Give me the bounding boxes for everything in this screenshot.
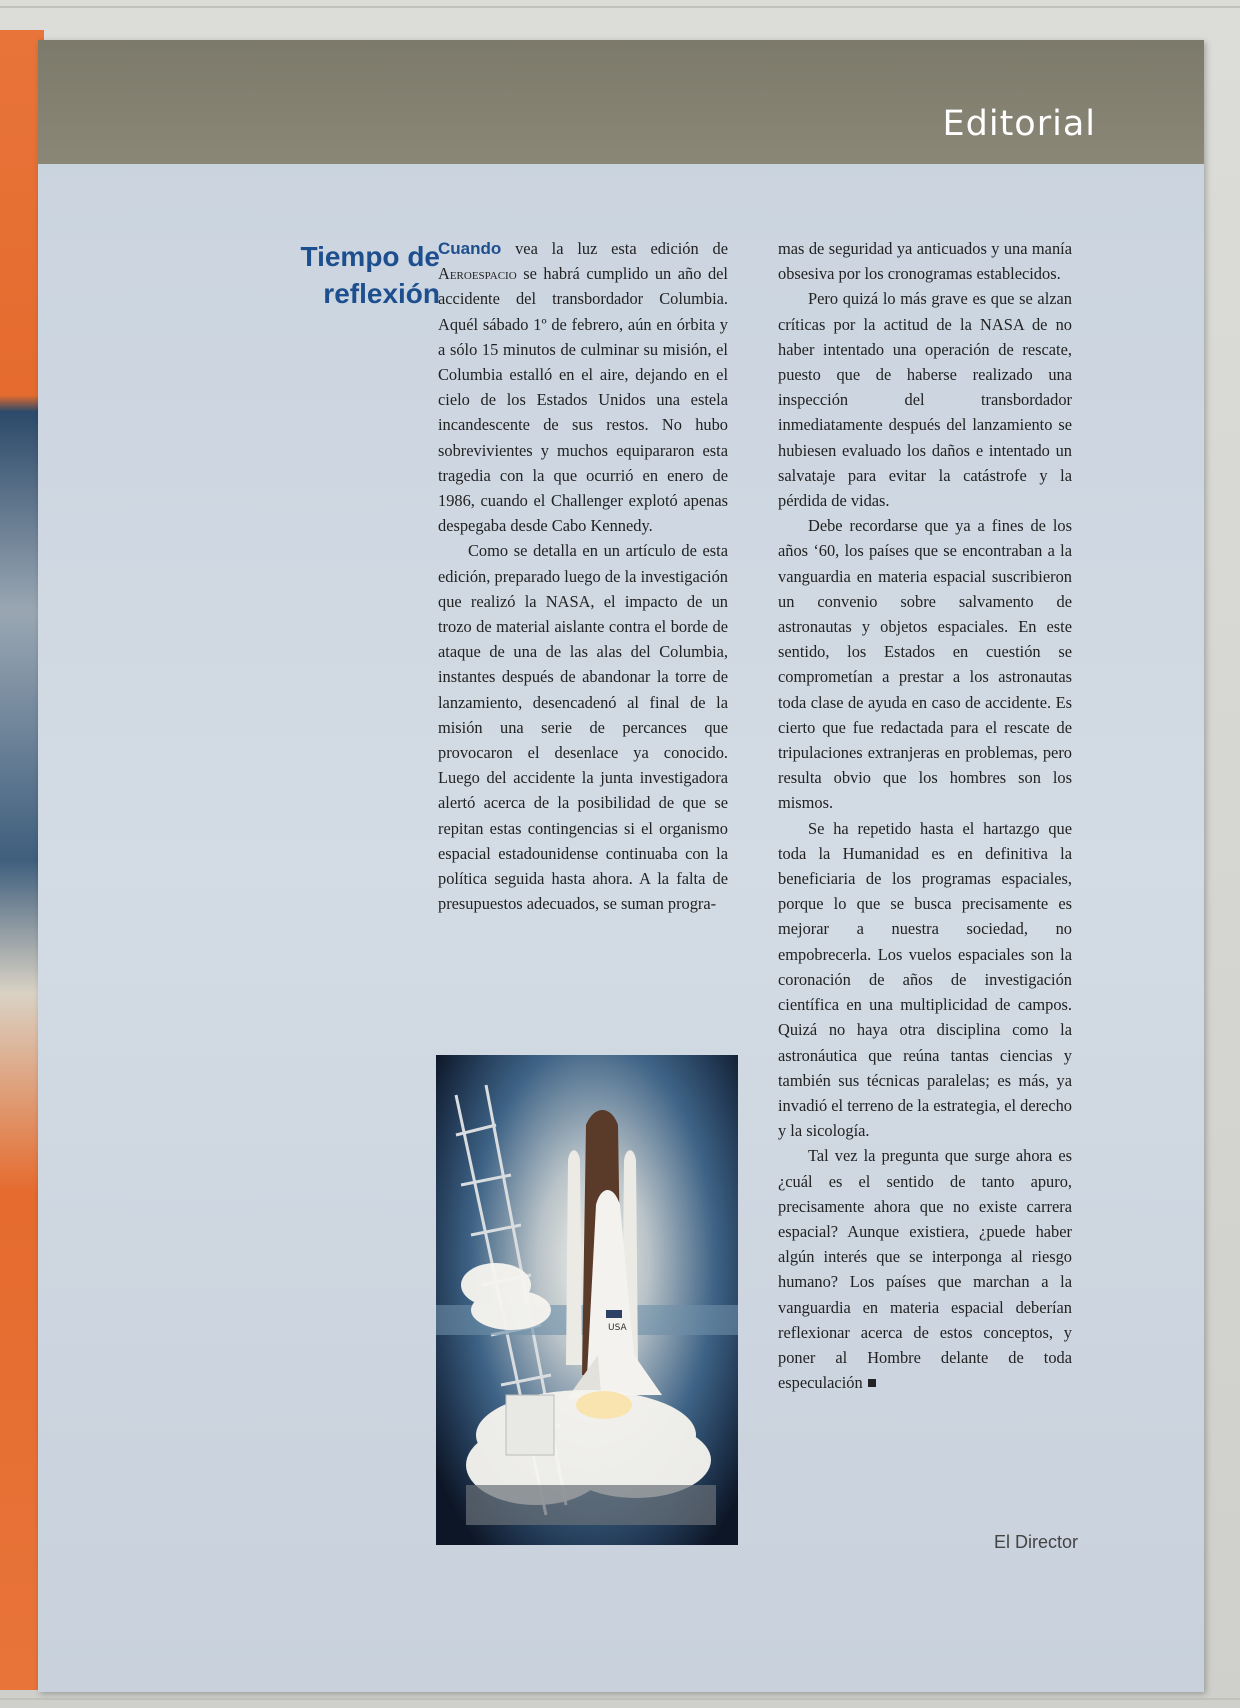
paragraph-text: Tal vez la pregunta que surge ahora es ¿cuál es el sentido de tanto apuro, precisamente ahora que no existe carrera espacial? Aunque existiera, ¿puede haber algún interés que se interponga al riesgo humano? Los países que marchan a la vanguardia en materia espacial deberían reflexionar acerca de estos conceptos, y poner al Hombre delante de toda especulación xyxy=(778,1146,1072,1393)
end-of-article-mark xyxy=(868,1379,876,1387)
paragraph: Se ha repetido hasta el hartazgo que toda la Humanidad es en definitiva la beneficiaria de los programas espaciales, porque lo que se busca precisamente es mejorar a nuestra sociedad, no empobrecerla. Los vuelos espaciales son la coronación de años de investigación científica en una multiplicidad de campos. Quizá no haya otra disciplina como la astronáutica que reúna tantas ciencias y también sus técnicas paralelas; es más, ya invadió el terreno de la estrategia, el derecho y la sicología. xyxy=(778,818,1072,1141)
article-signature: El Director xyxy=(993,1532,1078,1552)
orbiter-decal: USA xyxy=(608,1323,627,1333)
paragraph: Debe recordarse que ya a fines de los años ‘60, los países que se encontraban a la vanguardia en materia espacial suscribieron un convenio sobre salvamento de astronautas y objetos espaciales. En este sentido, los Estados en cuestión se comprometían a prestar a los astronautas toda clase de ayuda en caso de accidente. Es cierto que fue redactada para el rescate de tripulaciones extranjeras en problemas, pero resulta obvio que los hombres son los mismos. xyxy=(778,516,1072,813)
article-headline xyxy=(158,238,440,312)
background-line xyxy=(0,6,1240,8)
paragraph xyxy=(778,1143,1072,1395)
paragraph xyxy=(438,236,728,538)
section-title: Editorial xyxy=(942,104,1096,144)
lead-word: Cuando xyxy=(438,239,502,258)
article-column-1 xyxy=(438,236,728,916)
paragraph: Como se detalla en un artículo de esta edición, preparado luego de la investigación que realizó la NASA, el impacto de un trozo de material aislante contra el borde de ataque de una de las alas del Columbia, instantes después de abandonar la torre de lanzamiento, desencadenó al final de la misión una serie de percances que provocaron el desenlace ya conocido. Luego del accidente la junta investigadora alertó acerca de la posibilidad de que se repitan estas contingencias si el organismo espacial estadounidense continuaba con la política seguida hasta ahora. A la falta de presupuestos adecuados, se suman progra- xyxy=(438,541,728,914)
article-column-2 xyxy=(778,236,1072,1395)
paragraph-text: vea la luz esta edición de xyxy=(515,239,728,258)
shuttle-illustration xyxy=(436,1055,738,1545)
section-header-band xyxy=(38,40,1204,164)
magazine-name: Aeroespacio xyxy=(438,264,517,284)
background-line xyxy=(0,1698,1240,1700)
paragraph: Pero quizá lo más grave es que se alzan críticas por la actitud de la NASA de no haber intentado una operación de rescate, puesto que de haberse realizado una inspección del transbordador inmediatamente después del lanzamiento se hubiesen evaluado los daños e intentado un salvataje para evitar la catástrofe y la pérdida de vidas. xyxy=(778,289,1072,511)
headline-line-1: Tiempo de xyxy=(300,241,440,272)
magazine-page xyxy=(38,40,1204,1692)
paragraph: mas de seguridad ya anticuados y una manía obsesiva por los cronogramas establecidos. xyxy=(778,239,1072,284)
headline-line-2: reflexión xyxy=(323,278,440,309)
paragraph-text: se habrá cumplido un año del accidente del transbordador Columbia. Aquél sábado 1º de febrero, aún en órbita y a sólo 15 minutos de culminar su misión, el Columbia estalló en el aire, dejando en el cielo de los Estados Unidos una estela incandescente de sus restos. No hubo sobrevivientes y muchos equipararon esta tragedia con la que ocurrió en enero de 1986, cuando el Challenger explotó apenas despegaba desde Cabo Kennedy. xyxy=(438,264,728,536)
space-shuttle-launch-photo xyxy=(436,1055,738,1545)
